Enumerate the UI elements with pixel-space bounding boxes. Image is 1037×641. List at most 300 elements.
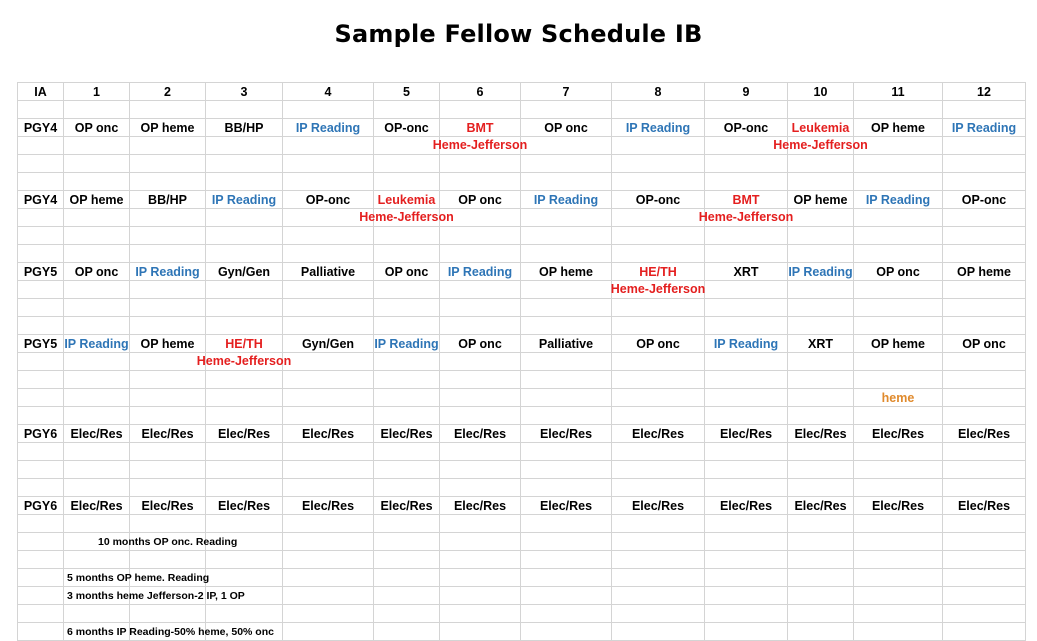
- empty-cell[interactable]: [854, 407, 943, 425]
- empty-cell[interactable]: [283, 461, 374, 479]
- empty-cell[interactable]: [612, 227, 705, 245]
- schedule-cell[interactable]: [440, 119, 521, 137]
- empty-cell[interactable]: [206, 605, 283, 623]
- empty-cell[interactable]: [788, 101, 854, 119]
- empty-cell[interactable]: [64, 515, 130, 533]
- empty-cell[interactable]: [788, 155, 854, 173]
- empty-cell[interactable]: [130, 407, 206, 425]
- empty-cell[interactable]: [612, 605, 705, 623]
- empty-cell[interactable]: [283, 515, 374, 533]
- row-label-cell[interactable]: [18, 119, 64, 137]
- empty-cell[interactable]: [130, 605, 206, 623]
- empty-cell[interactable]: [788, 353, 854, 371]
- schedule-cell[interactable]: [788, 191, 854, 209]
- empty-cell[interactable]: [283, 227, 374, 245]
- empty-cell[interactable]: [440, 569, 521, 587]
- schedule-cell[interactable]: [206, 497, 283, 515]
- schedule-cell[interactable]: [854, 335, 943, 353]
- empty-cell[interactable]: [18, 101, 64, 119]
- empty-cell[interactable]: [705, 173, 788, 191]
- empty-cell[interactable]: [374, 461, 440, 479]
- empty-cell[interactable]: [440, 605, 521, 623]
- schedule-cell[interactable]: [521, 191, 612, 209]
- empty-cell[interactable]: [206, 227, 283, 245]
- header-cell-month[interactable]: [283, 83, 374, 101]
- row-label-cell[interactable]: [18, 227, 64, 245]
- empty-cell[interactable]: [440, 155, 521, 173]
- schedule-cell[interactable]: [521, 263, 612, 281]
- row-label-cell[interactable]: [18, 245, 64, 263]
- empty-cell[interactable]: [854, 551, 943, 569]
- empty-cell[interactable]: [521, 227, 612, 245]
- empty-cell[interactable]: [440, 299, 521, 317]
- empty-cell[interactable]: [206, 299, 283, 317]
- empty-cell[interactable]: [788, 299, 854, 317]
- empty-cell[interactable]: [374, 407, 440, 425]
- empty-cell[interactable]: [283, 533, 374, 551]
- empty-cell[interactable]: [788, 515, 854, 533]
- row-label-cell[interactable]: [18, 569, 64, 587]
- empty-cell[interactable]: [440, 443, 521, 461]
- empty-cell[interactable]: [374, 479, 440, 497]
- empty-cell[interactable]: [64, 443, 130, 461]
- row-label-cell[interactable]: [18, 515, 64, 533]
- header-cell-month[interactable]: [521, 83, 612, 101]
- empty-cell[interactable]: [943, 605, 1026, 623]
- empty-cell[interactable]: [788, 569, 854, 587]
- schedule-cell[interactable]: [943, 191, 1026, 209]
- schedule-cell[interactable]: [705, 191, 788, 209]
- row-label-cell[interactable]: [18, 353, 64, 371]
- empty-cell[interactable]: [521, 407, 612, 425]
- schedule-cell[interactable]: [705, 335, 788, 353]
- empty-cell[interactable]: [440, 407, 521, 425]
- empty-cell[interactable]: [612, 245, 705, 263]
- schedule-cell[interactable]: [854, 119, 943, 137]
- empty-cell[interactable]: [612, 515, 705, 533]
- header-cell-month[interactable]: [64, 83, 130, 101]
- note-cell[interactable]: [64, 533, 238, 551]
- schedule-cell[interactable]: [705, 119, 788, 137]
- empty-cell[interactable]: [854, 227, 943, 245]
- row-label-cell[interactable]: [18, 281, 64, 299]
- empty-cell[interactable]: [283, 623, 374, 641]
- empty-cell[interactable]: [705, 281, 788, 299]
- empty-cell[interactable]: [612, 101, 705, 119]
- schedule-cell[interactable]: [854, 497, 943, 515]
- empty-cell[interactable]: [943, 155, 1026, 173]
- schedule-cell[interactable]: [374, 191, 440, 209]
- empty-cell[interactable]: [374, 101, 440, 119]
- empty-cell[interactable]: [440, 317, 521, 335]
- schedule-cell[interactable]: [64, 425, 130, 443]
- empty-cell[interactable]: [521, 173, 612, 191]
- empty-cell[interactable]: [854, 533, 943, 551]
- empty-cell[interactable]: [206, 443, 283, 461]
- empty-cell[interactable]: [788, 551, 854, 569]
- empty-cell[interactable]: [283, 101, 374, 119]
- schedule-cell[interactable]: [612, 425, 705, 443]
- empty-cell[interactable]: [440, 101, 521, 119]
- schedule-cell[interactable]: [130, 335, 206, 353]
- schedule-cell[interactable]: [64, 119, 130, 137]
- empty-cell[interactable]: [440, 623, 521, 641]
- empty-cell[interactable]: [64, 101, 130, 119]
- empty-cell[interactable]: [283, 245, 374, 263]
- empty-cell[interactable]: [612, 587, 705, 605]
- row-label-cell[interactable]: [18, 191, 64, 209]
- empty-cell[interactable]: [64, 281, 130, 299]
- empty-cell[interactable]: [64, 227, 130, 245]
- empty-cell[interactable]: [612, 623, 705, 641]
- empty-cell[interactable]: [521, 317, 612, 335]
- schedule-cell[interactable]: [612, 191, 705, 209]
- empty-cell[interactable]: [705, 227, 788, 245]
- header-cell-month[interactable]: [206, 83, 283, 101]
- empty-cell[interactable]: [130, 353, 206, 371]
- empty-cell[interactable]: [612, 137, 705, 155]
- empty-cell[interactable]: [943, 371, 1026, 389]
- empty-cell[interactable]: [788, 173, 854, 191]
- empty-cell[interactable]: [943, 443, 1026, 461]
- row-label-cell[interactable]: [18, 461, 64, 479]
- empty-cell[interactable]: [705, 299, 788, 317]
- empty-cell[interactable]: [943, 299, 1026, 317]
- empty-cell[interactable]: [612, 209, 705, 227]
- empty-cell[interactable]: [521, 353, 612, 371]
- schedule-cell[interactable]: [788, 497, 854, 515]
- row-label-cell[interactable]: [18, 335, 64, 353]
- empty-cell[interactable]: [283, 587, 374, 605]
- empty-cell[interactable]: [64, 245, 130, 263]
- empty-cell[interactable]: [943, 137, 1026, 155]
- empty-cell[interactable]: [130, 317, 206, 335]
- empty-cell[interactable]: [283, 281, 374, 299]
- header-cell-month[interactable]: [440, 83, 521, 101]
- empty-cell[interactable]: [64, 479, 130, 497]
- empty-cell[interactable]: [374, 569, 440, 587]
- empty-cell[interactable]: [521, 209, 612, 227]
- schedule-cell[interactable]: [206, 119, 283, 137]
- empty-cell[interactable]: [521, 281, 612, 299]
- empty-cell[interactable]: [854, 587, 943, 605]
- empty-cell[interactable]: [854, 605, 943, 623]
- empty-cell[interactable]: [612, 479, 705, 497]
- empty-cell[interactable]: [130, 137, 206, 155]
- schedule-cell[interactable]: [440, 497, 521, 515]
- header-cell-month[interactable]: [705, 83, 788, 101]
- empty-cell[interactable]: [283, 353, 374, 371]
- schedule-cell[interactable]: [206, 191, 283, 209]
- row-label-cell[interactable]: [18, 317, 64, 335]
- empty-cell[interactable]: [130, 299, 206, 317]
- empty-cell[interactable]: [206, 407, 283, 425]
- empty-cell[interactable]: [206, 479, 283, 497]
- empty-cell[interactable]: [521, 389, 612, 407]
- schedule-cell[interactable]: [64, 263, 130, 281]
- empty-cell[interactable]: [374, 533, 440, 551]
- row-label-cell[interactable]: [18, 443, 64, 461]
- schedule-cell[interactable]: [283, 497, 374, 515]
- empty-cell[interactable]: [64, 155, 130, 173]
- schedule-cell[interactable]: [440, 263, 521, 281]
- schedule-cell[interactable]: [206, 335, 283, 353]
- row-label-cell[interactable]: [18, 209, 64, 227]
- schedule-cell[interactable]: [283, 335, 374, 353]
- schedule-cell[interactable]: [206, 263, 283, 281]
- empty-cell[interactable]: [854, 479, 943, 497]
- row-label-cell[interactable]: [18, 389, 64, 407]
- empty-cell[interactable]: [854, 623, 943, 641]
- empty-cell[interactable]: [705, 587, 788, 605]
- schedule-cell[interactable]: [196, 353, 292, 371]
- schedule-cell[interactable]: [130, 119, 206, 137]
- empty-cell[interactable]: [64, 605, 130, 623]
- empty-cell[interactable]: [64, 299, 130, 317]
- empty-cell[interactable]: [440, 173, 521, 191]
- schedule-cell[interactable]: [64, 335, 130, 353]
- empty-cell[interactable]: [854, 281, 943, 299]
- empty-cell[interactable]: [521, 245, 612, 263]
- row-label-cell[interactable]: [18, 605, 64, 623]
- empty-cell[interactable]: [521, 137, 612, 155]
- empty-cell[interactable]: [788, 461, 854, 479]
- empty-cell[interactable]: [283, 479, 374, 497]
- empty-cell[interactable]: [130, 479, 206, 497]
- empty-cell[interactable]: [705, 245, 788, 263]
- empty-cell[interactable]: [374, 443, 440, 461]
- empty-cell[interactable]: [130, 101, 206, 119]
- empty-cell[interactable]: [705, 479, 788, 497]
- empty-cell[interactable]: [943, 245, 1026, 263]
- empty-cell[interactable]: [64, 389, 130, 407]
- empty-cell[interactable]: [521, 461, 612, 479]
- schedule-cell[interactable]: [374, 497, 440, 515]
- empty-cell[interactable]: [206, 551, 283, 569]
- empty-cell[interactable]: [283, 173, 374, 191]
- empty-cell[interactable]: [374, 353, 440, 371]
- schedule-cell[interactable]: [943, 263, 1026, 281]
- schedule-cell[interactable]: [705, 425, 788, 443]
- empty-cell[interactable]: [440, 533, 521, 551]
- empty-cell[interactable]: [64, 461, 130, 479]
- row-label-cell[interactable]: [18, 263, 64, 281]
- empty-cell[interactable]: [440, 371, 521, 389]
- empty-cell[interactable]: [440, 389, 521, 407]
- empty-cell[interactable]: [374, 551, 440, 569]
- empty-cell[interactable]: [374, 371, 440, 389]
- schedule-cell[interactable]: [206, 425, 283, 443]
- schedule-cell[interactable]: [773, 137, 868, 155]
- empty-cell[interactable]: [283, 389, 374, 407]
- empty-cell[interactable]: [206, 569, 283, 587]
- empty-cell[interactable]: [130, 389, 206, 407]
- empty-cell[interactable]: [943, 569, 1026, 587]
- empty-cell[interactable]: [130, 551, 206, 569]
- empty-cell[interactable]: [705, 389, 788, 407]
- empty-cell[interactable]: [705, 605, 788, 623]
- empty-cell[interactable]: [64, 317, 130, 335]
- row-label-cell[interactable]: [18, 587, 64, 605]
- empty-cell[interactable]: [283, 371, 374, 389]
- schedule-cell[interactable]: [943, 497, 1026, 515]
- empty-cell[interactable]: [440, 281, 521, 299]
- empty-cell[interactable]: [206, 461, 283, 479]
- empty-cell[interactable]: [854, 155, 943, 173]
- empty-cell[interactable]: [64, 551, 130, 569]
- empty-cell[interactable]: [283, 551, 374, 569]
- row-label-cell[interactable]: [18, 173, 64, 191]
- row-label-cell[interactable]: [18, 497, 64, 515]
- empty-cell[interactable]: [283, 569, 374, 587]
- schedule-cell[interactable]: [130, 425, 206, 443]
- empty-cell[interactable]: [612, 317, 705, 335]
- empty-cell[interactable]: [374, 155, 440, 173]
- schedule-cell[interactable]: [432, 137, 528, 155]
- empty-cell[interactable]: [705, 515, 788, 533]
- empty-cell[interactable]: [521, 623, 612, 641]
- empty-cell[interactable]: [521, 569, 612, 587]
- empty-cell[interactable]: [943, 101, 1026, 119]
- empty-cell[interactable]: [440, 245, 521, 263]
- schedule-cell[interactable]: [612, 281, 705, 299]
- empty-cell[interactable]: [283, 443, 374, 461]
- empty-cell[interactable]: [788, 245, 854, 263]
- empty-cell[interactable]: [440, 551, 521, 569]
- schedule-cell[interactable]: [943, 425, 1026, 443]
- empty-cell[interactable]: [854, 173, 943, 191]
- empty-cell[interactable]: [521, 299, 612, 317]
- empty-cell[interactable]: [854, 245, 943, 263]
- empty-cell[interactable]: [440, 353, 521, 371]
- empty-cell[interactable]: [283, 407, 374, 425]
- empty-cell[interactable]: [521, 605, 612, 623]
- empty-cell[interactable]: [788, 389, 854, 407]
- schedule-cell[interactable]: [788, 335, 854, 353]
- schedule-cell[interactable]: [854, 425, 943, 443]
- schedule-cell[interactable]: [440, 425, 521, 443]
- header-cell-label[interactable]: [18, 83, 64, 101]
- empty-cell[interactable]: [705, 371, 788, 389]
- empty-cell[interactable]: [854, 299, 943, 317]
- schedule-cell[interactable]: [130, 497, 206, 515]
- header-cell-month[interactable]: [130, 83, 206, 101]
- empty-cell[interactable]: [374, 389, 440, 407]
- empty-cell[interactable]: [440, 227, 521, 245]
- empty-cell[interactable]: [64, 407, 130, 425]
- schedule-cell[interactable]: [521, 119, 612, 137]
- empty-cell[interactable]: [943, 173, 1026, 191]
- schedule-cell[interactable]: [283, 263, 374, 281]
- schedule-cell[interactable]: [130, 191, 206, 209]
- empty-cell[interactable]: [130, 155, 206, 173]
- empty-cell[interactable]: [788, 605, 854, 623]
- schedule-cell[interactable]: [440, 335, 521, 353]
- note-cell[interactable]: [64, 587, 245, 605]
- schedule-cell[interactable]: [612, 497, 705, 515]
- empty-cell[interactable]: [854, 101, 943, 119]
- empty-cell[interactable]: [705, 101, 788, 119]
- empty-cell[interactable]: [206, 317, 283, 335]
- empty-cell[interactable]: [705, 443, 788, 461]
- empty-cell[interactable]: [854, 209, 943, 227]
- schedule-cell[interactable]: [854, 389, 943, 407]
- row-label-cell[interactable]: [18, 425, 64, 443]
- schedule-cell[interactable]: [788, 263, 854, 281]
- empty-cell[interactable]: [943, 353, 1026, 371]
- schedule-cell[interactable]: [374, 335, 440, 353]
- empty-cell[interactable]: [788, 407, 854, 425]
- empty-cell[interactable]: [521, 479, 612, 497]
- empty-cell[interactable]: [64, 371, 130, 389]
- header-cell-month[interactable]: [612, 83, 705, 101]
- schedule-cell[interactable]: [943, 335, 1026, 353]
- empty-cell[interactable]: [283, 137, 374, 155]
- empty-cell[interactable]: [64, 173, 130, 191]
- empty-cell[interactable]: [943, 461, 1026, 479]
- empty-cell[interactable]: [206, 389, 283, 407]
- empty-cell[interactable]: [612, 299, 705, 317]
- empty-cell[interactable]: [612, 443, 705, 461]
- header-cell-month[interactable]: [788, 83, 854, 101]
- empty-cell[interactable]: [130, 443, 206, 461]
- empty-cell[interactable]: [206, 137, 283, 155]
- empty-cell[interactable]: [854, 515, 943, 533]
- empty-cell[interactable]: [705, 317, 788, 335]
- empty-cell[interactable]: [788, 317, 854, 335]
- row-label-cell[interactable]: [18, 533, 64, 551]
- schedule-cell[interactable]: [374, 263, 440, 281]
- empty-cell[interactable]: [206, 245, 283, 263]
- empty-cell[interactable]: [374, 173, 440, 191]
- schedule-cell[interactable]: [64, 497, 130, 515]
- schedule-cell[interactable]: [440, 191, 521, 209]
- schedule-cell[interactable]: [612, 263, 705, 281]
- empty-cell[interactable]: [788, 209, 854, 227]
- empty-cell[interactable]: [521, 551, 612, 569]
- note-cell[interactable]: [64, 623, 274, 641]
- schedule-cell[interactable]: [374, 425, 440, 443]
- empty-cell[interactable]: [788, 587, 854, 605]
- empty-cell[interactable]: [705, 623, 788, 641]
- empty-cell[interactable]: [943, 281, 1026, 299]
- empty-cell[interactable]: [283, 299, 374, 317]
- empty-cell[interactable]: [612, 389, 705, 407]
- schedule-cell[interactable]: [854, 263, 943, 281]
- empty-cell[interactable]: [788, 623, 854, 641]
- header-cell-month[interactable]: [943, 83, 1026, 101]
- empty-cell[interactable]: [130, 281, 206, 299]
- header-cell-month[interactable]: [374, 83, 440, 101]
- empty-cell[interactable]: [943, 515, 1026, 533]
- schedule-cell[interactable]: [943, 119, 1026, 137]
- empty-cell[interactable]: [521, 155, 612, 173]
- empty-cell[interactable]: [130, 245, 206, 263]
- empty-cell[interactable]: [788, 443, 854, 461]
- empty-cell[interactable]: [612, 461, 705, 479]
- empty-cell[interactable]: [612, 371, 705, 389]
- empty-cell[interactable]: [788, 533, 854, 551]
- empty-cell[interactable]: [521, 101, 612, 119]
- empty-cell[interactable]: [521, 443, 612, 461]
- empty-cell[interactable]: [374, 605, 440, 623]
- empty-cell[interactable]: [612, 569, 705, 587]
- row-label-cell[interactable]: [18, 137, 64, 155]
- empty-cell[interactable]: [854, 461, 943, 479]
- empty-cell[interactable]: [943, 551, 1026, 569]
- empty-cell[interactable]: [854, 353, 943, 371]
- empty-cell[interactable]: [943, 533, 1026, 551]
